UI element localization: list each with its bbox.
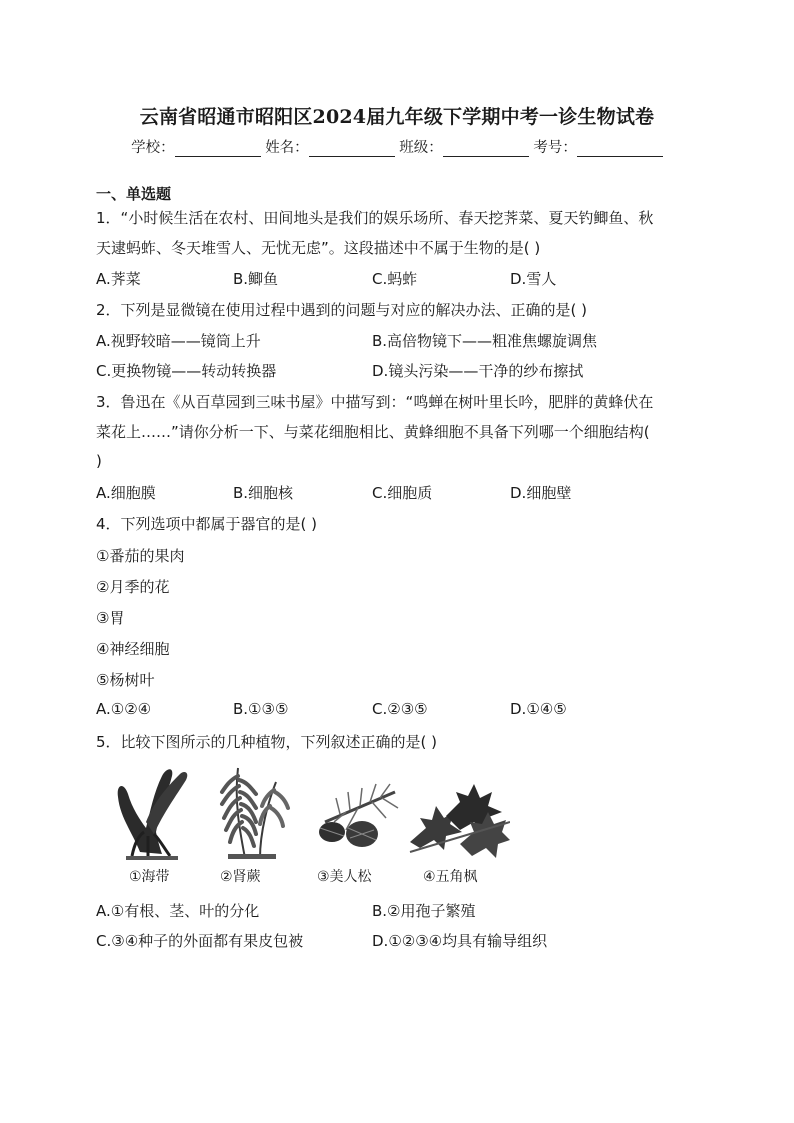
q3-option-c[interactable]: C.细胞质 (372, 484, 433, 502)
q3-option-a[interactable]: A.细胞膜 (96, 484, 156, 502)
q5-option-b[interactable]: B.②用孢子繁殖 (372, 902, 476, 920)
q1-option-b[interactable]: B.鲫鱼 (233, 270, 279, 288)
number-label: 考号： (533, 140, 577, 156)
caption-maple: ④五角枫 (423, 869, 478, 885)
plant-figure (110, 762, 510, 862)
question-4-line-1: 4．下列选项中都属于器官的是( ) (96, 515, 318, 533)
q3-option-d[interactable]: D.细胞壁 (510, 484, 572, 502)
section-heading: 一、单选题 (96, 185, 172, 203)
q5-option-d[interactable]: D.①②③④均具有输导组织 (372, 932, 548, 950)
class-label: 班级： (399, 140, 443, 156)
fern-illustration (222, 768, 288, 859)
q4-item-2: ②月季的花 (96, 578, 170, 596)
student-info-row (0, 136, 794, 157)
kelp-illustration (118, 769, 188, 860)
name-label: 姓名： (265, 140, 309, 156)
q4-item-3: ③胃 (96, 609, 125, 627)
class-blank[interactable] (443, 140, 529, 157)
question-3-line-2: 菜花上……”请你分析一下、与菜花细胞相比、黄蜂细胞不具备下列哪一个细胞结构( (96, 423, 650, 441)
q2-option-c[interactable]: C.更换物镜——转动转换器 (96, 362, 277, 380)
q4-option-c[interactable]: C.②③⑤ (372, 700, 428, 718)
question-3-line-3: ) (96, 452, 102, 470)
number-blank[interactable] (577, 140, 663, 157)
caption-fern: ②肾蕨 (220, 869, 261, 885)
maple-illustration (410, 784, 510, 858)
q4-item-5: ⑤杨树叶 (96, 671, 155, 689)
caption-kelp: ①海带 (129, 869, 170, 885)
q2-option-d[interactable]: D.镜头污染——干净的纱布擦拭 (372, 362, 584, 380)
q1-option-a[interactable]: A.荠菜 (96, 270, 141, 288)
q3-option-b[interactable]: B.细胞核 (233, 484, 294, 502)
q2-option-a[interactable]: A.视野较暗——镜筒上升 (96, 332, 261, 350)
page-title: 云南省昭通市昭阳区2024届九年级下学期中考一诊生物试卷 (139, 106, 655, 128)
caption-pine: ③美人松 (317, 869, 372, 885)
q5-option-a[interactable]: A.①有根、茎、叶的分化 (96, 902, 260, 920)
q4-item-4: ④神经细胞 (96, 640, 170, 658)
q4-option-a[interactable]: A.①②④ (96, 700, 152, 718)
question-5-line-1: 5．比较下图所示的几种植物，下列叙述正确的是( ) (96, 733, 438, 751)
q5-option-c[interactable]: C.③④种子的外面都有果皮包被 (96, 932, 304, 950)
q4-item-1: ①番茄的果肉 (96, 547, 185, 565)
q4-option-d[interactable]: D.①④⑤ (510, 700, 567, 718)
question-1-line-2: 天逮蚂蚱、冬天堆雪人、无忧无虑”。这段描述中不属于生物的是( ) (96, 239, 541, 257)
school-blank[interactable] (175, 140, 261, 157)
question-3-line-1: 3．鲁迅在《从百草园到三味书屋》中描写到：“鸣蝉在树叶里长吟，肥胖的黄蜂伏在 (96, 393, 654, 411)
q1-option-c[interactable]: C.蚂蚱 (372, 270, 418, 288)
question-2-line-1: 2．下列是显微镜在使用过程中遇到的问题与对应的解决办法、正确的是( ) (96, 301, 588, 319)
name-blank[interactable] (309, 140, 395, 157)
question-1-line-1: 1．“小时候生活在农村、田间地头是我们的娱乐场所、春天挖荠菜、夏天钓鲫鱼、秋 (96, 209, 654, 227)
school-label: 学校： (131, 140, 175, 156)
q1-option-d[interactable]: D.雪人 (510, 270, 557, 288)
q4-option-b[interactable]: B.①③⑤ (233, 700, 289, 718)
q2-option-b[interactable]: B.高倍物镜下——粗准焦螺旋调焦 (372, 332, 598, 350)
pine-illustration (319, 784, 398, 847)
